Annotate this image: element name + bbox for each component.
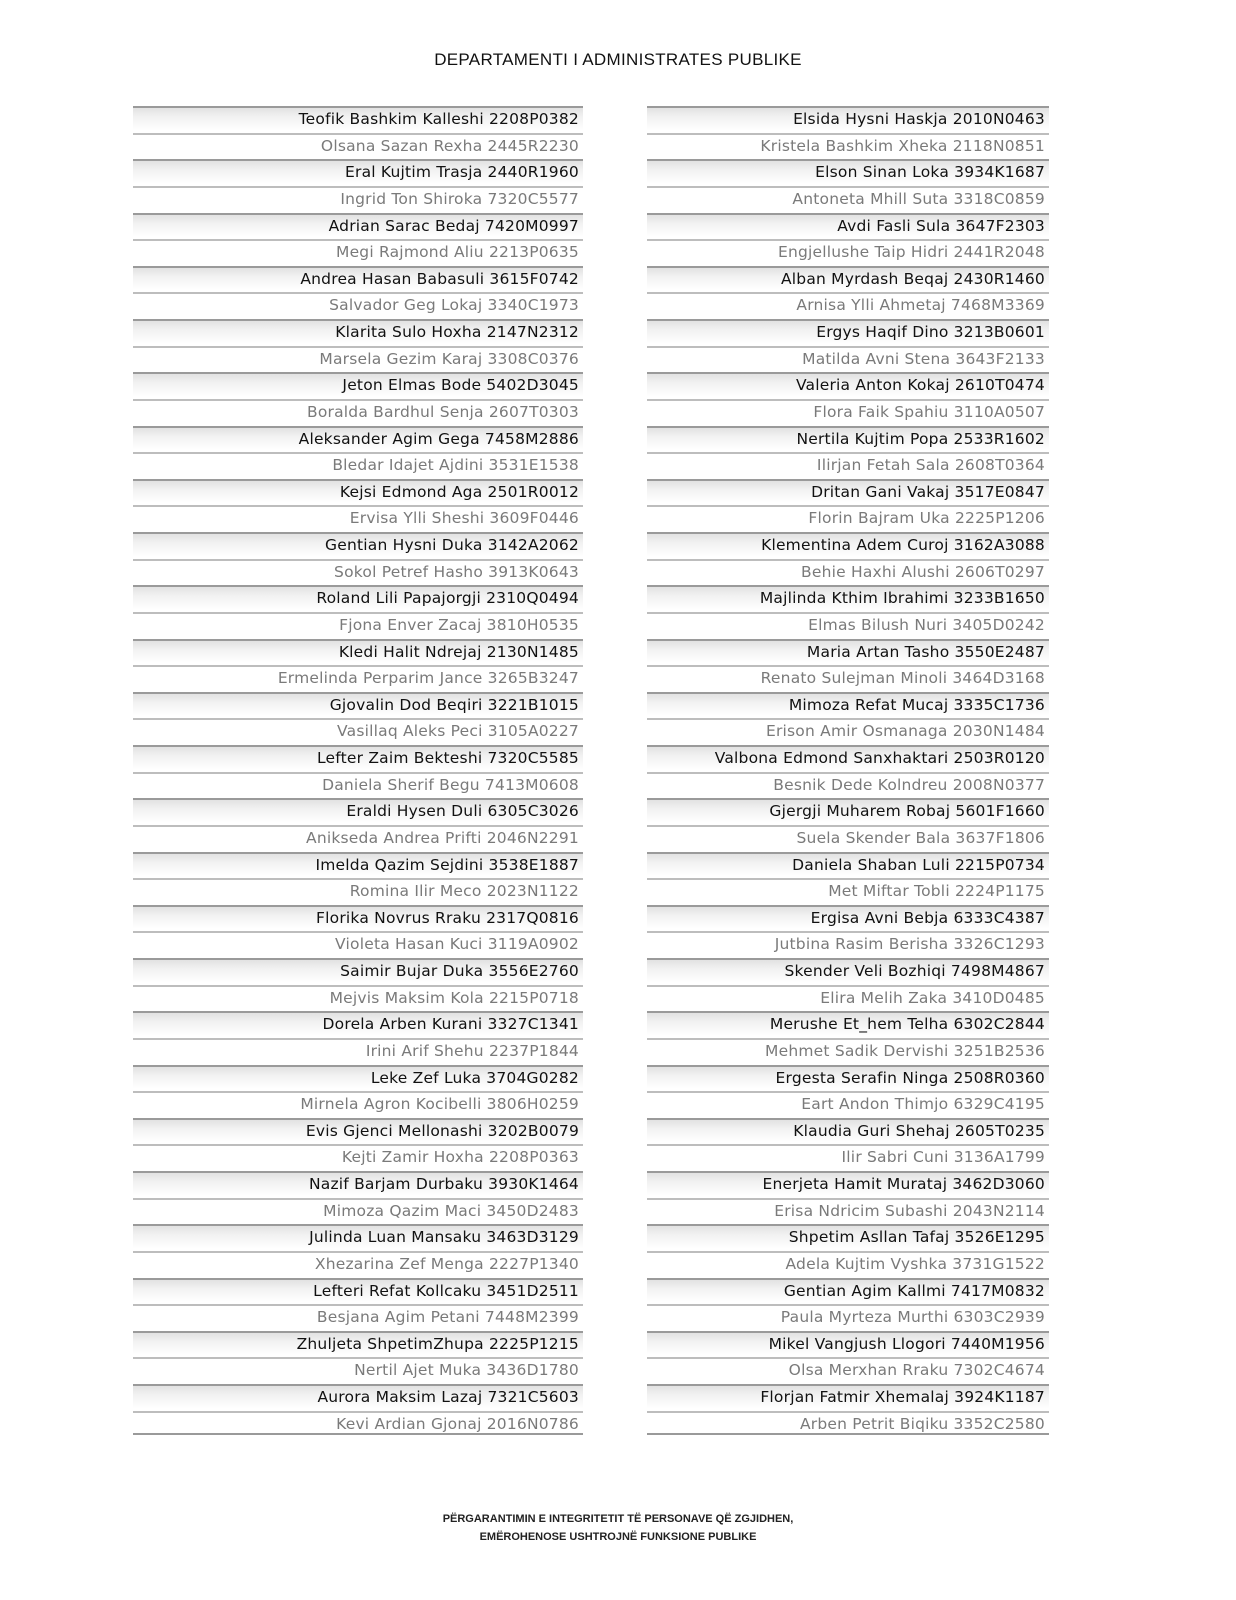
list-item: Besnik Dede Kolndreu 2008N0377 <box>647 772 1049 797</box>
list-item: Elmas Bilush Nuri 3405D0242 <box>647 612 1049 637</box>
list-item: Alban Myrdash Beqaj 2430R1460 <box>647 266 1049 291</box>
list-item: Arben Petrit Biqiku 3352C2580 <box>647 1411 1049 1436</box>
list-item: Irini Arif Shehu 2237P1844 <box>133 1038 583 1063</box>
list-item: Erisa Ndricim Subashi 2043N2114 <box>647 1198 1049 1223</box>
list-item: Avdi Fasli Sula 3647F2303 <box>647 213 1049 238</box>
list-item: Florin Bajram Uka 2225P1206 <box>647 505 1049 530</box>
list-item: Vasillaq Aleks Peci 3105A0227 <box>133 718 583 743</box>
list-item: Xhezarina Zef Menga 2227P1340 <box>133 1251 583 1276</box>
list-item: Arnisa Ylli Ahmetaj 7468M3369 <box>647 292 1049 317</box>
list-item: Mejvis Maksim Kola 2215P0718 <box>133 985 583 1010</box>
list-item: Elsida Hysni Haskja 2010N0463 <box>647 106 1049 131</box>
list-item: Marsela Gezim Karaj 3308C0376 <box>133 346 583 371</box>
list-item: Julinda Luan Mansaku 3463D3129 <box>133 1224 583 1249</box>
list-item: Gjergji Muharem Robaj 5601F1660 <box>647 798 1049 823</box>
list-item: Sokol Petref Hasho 3913K0643 <box>133 559 583 584</box>
list-item: Jutbina Rasim Berisha 3326C1293 <box>647 931 1049 956</box>
right-column-list <box>647 106 1049 1437</box>
list-item: Dorela Arben Kurani 3327C1341 <box>133 1011 583 1036</box>
list-item: Ergisa Avni Bebja 6333C4387 <box>647 905 1049 930</box>
list-item: Ingrid Ton Shiroka 7320C5577 <box>133 186 583 211</box>
list-item: Ermelinda Perparim Jance 3265B3247 <box>133 665 583 690</box>
footer-line-1: PËRGARANTIMIN E INTEGRITETIT TË PERSONAVE QË ZGJIDHEN, <box>442 1513 794 1525</box>
list-item: Kejti Zamir Hoxha 2208P0363 <box>133 1144 583 1169</box>
list-item: Ergesta Serafin Ninga 2508R0360 <box>647 1065 1049 1090</box>
page-title: DEPARTAMENTI I ADMINISTRATES PUBLIKE <box>434 50 802 69</box>
list-item: Kledi Halit Ndrejaj 2130N1485 <box>133 639 583 664</box>
list-item: Ilirjan Fetah Sala 2608T0364 <box>647 452 1049 477</box>
list-item: Lefteri Refat Kollcaku 3451D2511 <box>133 1278 583 1303</box>
list-item: Adela Kujtim Vyshka 3731G1522 <box>647 1251 1049 1276</box>
list-item: Klementina Adem Curoj 3162A3088 <box>647 532 1049 557</box>
list-item: Ergys Haqif Dino 3213B0601 <box>647 319 1049 344</box>
list-item: Evis Gjenci Mellonashi 3202B0079 <box>133 1118 583 1143</box>
list-item: Bledar Idajet Ajdini 3531E1538 <box>133 452 583 477</box>
list-item: Gjovalin Dod Beqiri 3221B1015 <box>133 692 583 717</box>
list-item: Merushe Et_hem Telha 6302C2844 <box>647 1011 1049 1036</box>
list-item: Mikel Vangjush Llogori 7440M1956 <box>647 1331 1049 1356</box>
list-item: Kejsi Edmond Aga 2501R0012 <box>133 479 583 504</box>
list-item: Majlinda Kthim Ibrahimi 3233B1650 <box>647 585 1049 610</box>
list-item: Andrea Hasan Babasuli 3615F0742 <box>133 266 583 291</box>
list-item: Nazif Barjam Durbaku 3930K1464 <box>133 1171 583 1196</box>
list-item: Megi Rajmond Aliu 2213P0635 <box>133 239 583 264</box>
list-item: Adrian Sarac Bedaj 7420M0997 <box>133 213 583 238</box>
list-item: Olsana Sazan Rexha 2445R2230 <box>133 133 583 158</box>
list-item: Valeria Anton Kokaj 2610T0474 <box>647 372 1049 397</box>
list-item: Dritan Gani Vakaj 3517E0847 <box>647 479 1049 504</box>
page-footer <box>0 1510 1236 1546</box>
list-item: Enerjeta Hamit Murataj 3462D3060 <box>647 1171 1049 1196</box>
list-item: Kristela Bashkim Xheka 2118N0851 <box>647 133 1049 158</box>
list-item: Florika Novrus Rraku 2317Q0816 <box>133 905 583 930</box>
list-item: Romina Ilir Meco 2023N1122 <box>133 878 583 903</box>
list-item: Valbona Edmond Sanxhaktari 2503R0120 <box>647 745 1049 770</box>
list-item: Klaudia Guri Shehaj 2605T0235 <box>647 1118 1049 1143</box>
list-item: Olsa Merxhan Rraku 7302C4674 <box>647 1357 1049 1382</box>
list-item: Anikseda Andrea Prifti 2046N2291 <box>133 825 583 850</box>
list-item: Klarita Sulo Hoxha 2147N2312 <box>133 319 583 344</box>
list-item: Violeta Hasan Kuci 3119A0902 <box>133 931 583 956</box>
list-item: Suela Skender Bala 3637F1806 <box>647 825 1049 850</box>
list-item: Mimoza Qazim Maci 3450D2483 <box>133 1198 583 1223</box>
list-item: Shpetim Asllan Tafaj 3526E1295 <box>647 1224 1049 1249</box>
list-item: Fjona Enver Zacaj 3810H0535 <box>133 612 583 637</box>
list-item: Ilir Sabri Cuni 3136A1799 <box>647 1144 1049 1169</box>
list-item: Nertil Ajet Muka 3436D1780 <box>133 1357 583 1382</box>
list-item: Imelda Qazim Sejdini 3538E1887 <box>133 852 583 877</box>
list-item: Flora Faik Spahiu 3110A0507 <box>647 399 1049 424</box>
list-item: Gentian Agim Kallmi 7417M0832 <box>647 1278 1049 1303</box>
list-item: Zhuljeta ShpetimZhupa 2225P1215 <box>133 1331 583 1356</box>
list-item: Mehmet Sadik Dervishi 3251B2536 <box>647 1038 1049 1063</box>
list-item: Aurora Maksim Lazaj 7321C5603 <box>133 1384 583 1409</box>
list-item: Boralda Bardhul Senja 2607T0303 <box>133 399 583 424</box>
list-item: Jeton Elmas Bode 5402D3045 <box>133 372 583 397</box>
list-item: Eraldi Hysen Duli 6305C3026 <box>133 798 583 823</box>
list-item: Mimoza Refat Mucaj 3335C1736 <box>647 692 1049 717</box>
list-item: Roland Lili Papajorgji 2310Q0494 <box>133 585 583 610</box>
footer-line-2: EMËROHENOSE USHTROJNË FUNKSIONE PUBLIKE <box>479 1531 757 1543</box>
list-item: Elira Melih Zaka 3410D0485 <box>647 985 1049 1010</box>
list-item: Gentian Hysni Duka 3142A2062 <box>133 532 583 557</box>
list-item: Besjana Agim Petani 7448M2399 <box>133 1304 583 1329</box>
list-item: Nertila Kujtim Popa 2533R1602 <box>647 426 1049 451</box>
list-item: Renato Sulejman Minoli 3464D3168 <box>647 665 1049 690</box>
list-item: Skender Veli Bozhiqi 7498M4867 <box>647 958 1049 983</box>
left-column-list <box>133 106 583 1437</box>
list-item: Behie Haxhi Alushi 2606T0297 <box>647 559 1049 584</box>
list-item: Elson Sinan Loka 3934K1687 <box>647 159 1049 184</box>
list-item: Antoneta Mhill Suta 3318C0859 <box>647 186 1049 211</box>
list-item: Salvador Geg Lokaj 3340C1973 <box>133 292 583 317</box>
list-item: Eral Kujtim Trasja 2440R1960 <box>133 159 583 184</box>
list-item: Ervisa Ylli Sheshi 3609F0446 <box>133 505 583 530</box>
list-item: Kevi Ardian Gjonaj 2016N0786 <box>133 1411 583 1436</box>
list-item: Teofik Bashkim Kalleshi 2208P0382 <box>133 106 583 131</box>
list-item: Daniela Shaban Luli 2215P0734 <box>647 852 1049 877</box>
list-item: Daniela Sherif Begu 7413M0608 <box>133 772 583 797</box>
list-item: Engjellushe Taip Hidri 2441R2048 <box>647 239 1049 264</box>
list-item: Eart Andon Thimjo 6329C4195 <box>647 1091 1049 1116</box>
list-item: Met Miftar Tobli 2224P1175 <box>647 878 1049 903</box>
list-item: Maria Artan Tasho 3550E2487 <box>647 639 1049 664</box>
list-item: Leke Zef Luka 3704G0282 <box>133 1065 583 1090</box>
list-item: Erison Amir Osmanaga 2030N1484 <box>647 718 1049 743</box>
list-item: Saimir Bujar Duka 3556E2760 <box>133 958 583 983</box>
list-item: Matilda Avni Stena 3643F2133 <box>647 346 1049 371</box>
list-item: Florjan Fatmir Xhemalaj 3924K1187 <box>647 1384 1049 1409</box>
list-item: Aleksander Agim Gega 7458M2886 <box>133 426 583 451</box>
list-item: Mirnela Agron Kocibelli 3806H0259 <box>133 1091 583 1116</box>
list-item: Lefter Zaim Bekteshi 7320C5585 <box>133 745 583 770</box>
list-item: Paula Myrteza Murthi 6303C2939 <box>647 1304 1049 1329</box>
